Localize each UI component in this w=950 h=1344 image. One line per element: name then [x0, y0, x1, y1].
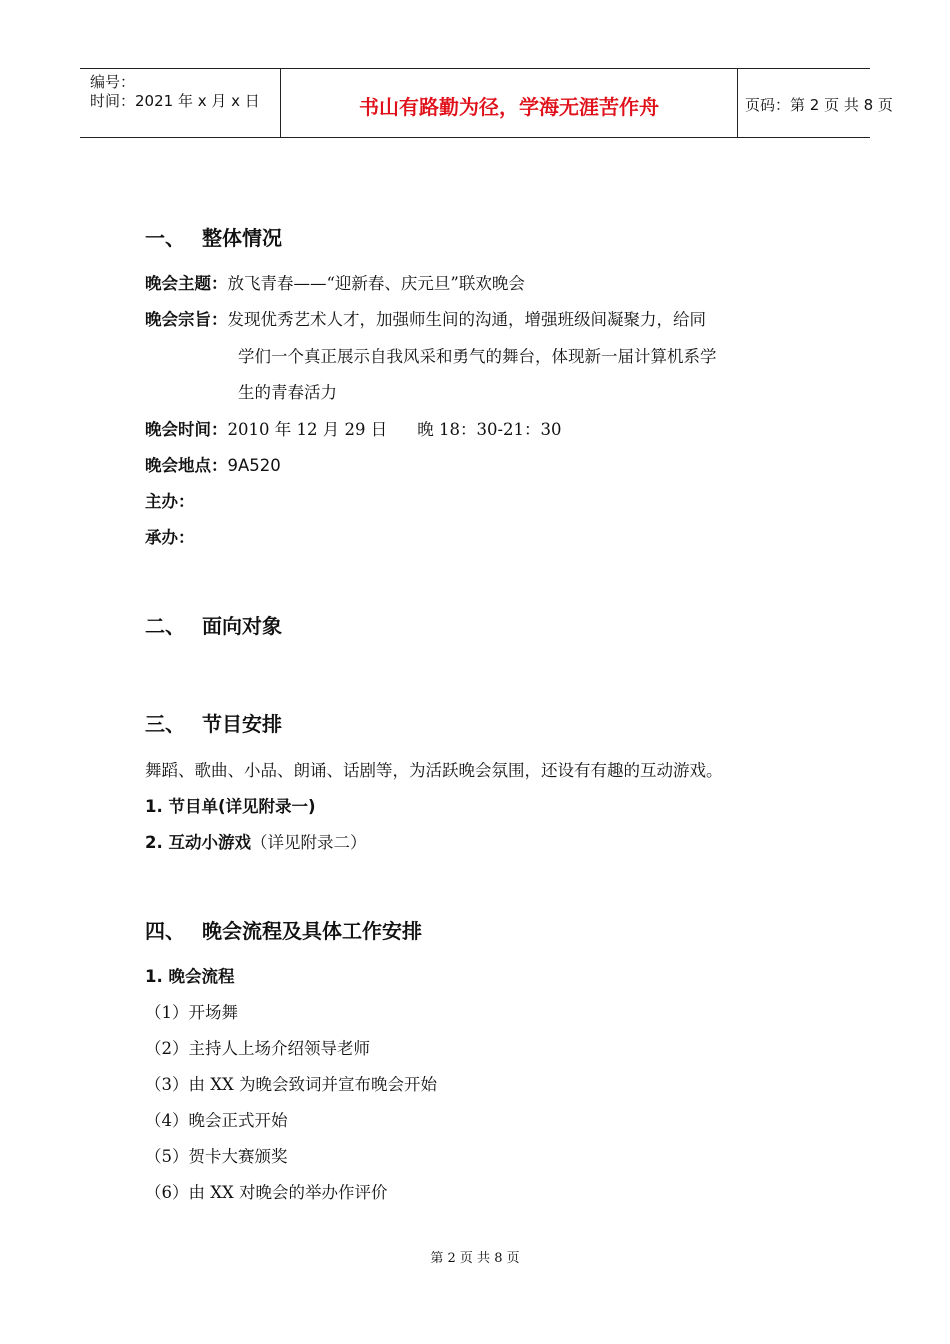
purpose-label: 晚会宗旨： [145, 310, 228, 329]
time-line [145, 419, 562, 441]
time-label: 时间：2021 年 x 月 x 日 [90, 92, 260, 110]
section-heading-3 [145, 708, 282, 737]
theme-label: 晚会主题： [145, 274, 228, 293]
time-label: 晚会时间： [145, 420, 228, 439]
section-heading-4 [145, 915, 422, 944]
game-list-item [145, 832, 367, 854]
flow-step: （1）开场舞 [145, 1003, 238, 1022]
flow-step: （2）主持人上场介绍领导老师 [145, 1039, 370, 1058]
header-meta-cell [80, 69, 280, 137]
purpose-text-1: 发现优秀艺术人才，加强师生间的沟通，增强班级间凝聚力，给同 [227, 310, 706, 329]
theme-line [145, 273, 525, 295]
section-number: 二、 [145, 614, 185, 638]
program-list-item: 1. 节目单(详见附录一) [145, 797, 316, 816]
section-title: 整体情况 [202, 226, 282, 250]
section-number: 三、 [145, 712, 185, 736]
theme-value: 放飞青春——“迎新春、庆元旦”联欢晚会 [227, 274, 525, 293]
place-value: 9A520 [227, 456, 281, 475]
purpose-line [145, 309, 706, 331]
host-label: 主办： [145, 492, 195, 511]
flow-step: （5）贺卡大赛颁奖 [145, 1147, 288, 1166]
purpose-text-2: 学们一个真正展示自我风采和勇气的舞台，体现新一届计算机系学 [238, 347, 717, 366]
section-title: 节目安排 [202, 712, 282, 736]
place-label: 晚会地点： [145, 456, 228, 475]
flow-step: （3）由 XX 为晚会致词并宣布晚会开始 [145, 1075, 437, 1094]
flow-subheading: 1. 晚会流程 [145, 967, 235, 986]
section-heading-1 [145, 222, 282, 251]
document-header [80, 68, 893, 138]
flow-step: （4）晚会正式开始 [145, 1111, 288, 1130]
number-label: 编号： [90, 73, 136, 91]
time-hours: 晚 18：30-21：30 [417, 420, 562, 439]
game-item-note: （详见附录二） [251, 833, 367, 852]
header-motto-cell [280, 69, 738, 137]
motto: 书山有路勤为径，学海无涯苦作舟 [359, 95, 659, 119]
section-number: 一、 [145, 226, 185, 250]
header-page-info: 页码：第 2 页 共 8 页 [745, 96, 893, 114]
flow-step: （6）由 XX 对晚会的举办作评价 [145, 1183, 388, 1202]
page-footer: 第 2 页 共 8 页 [430, 1251, 520, 1266]
header-page-cell [737, 69, 893, 137]
section-title: 晚会流程及具体工作安排 [202, 919, 422, 943]
section-heading-2 [145, 610, 282, 639]
purpose-text-3: 生的青春活力 [238, 383, 337, 402]
game-item-label: 2. 互动小游戏 [145, 833, 251, 852]
program-description: 舞蹈、歌曲、小品、朗诵、话剧等，为活跃晚会氛围，还设有有趣的互动游戏。 [145, 761, 723, 780]
place-line [145, 455, 281, 477]
section-title: 面向对象 [202, 614, 282, 638]
time-date: 2010 年 12 月 29 日 [227, 420, 388, 439]
organizer-label: 承办： [145, 528, 195, 547]
section-number: 四、 [145, 919, 185, 943]
